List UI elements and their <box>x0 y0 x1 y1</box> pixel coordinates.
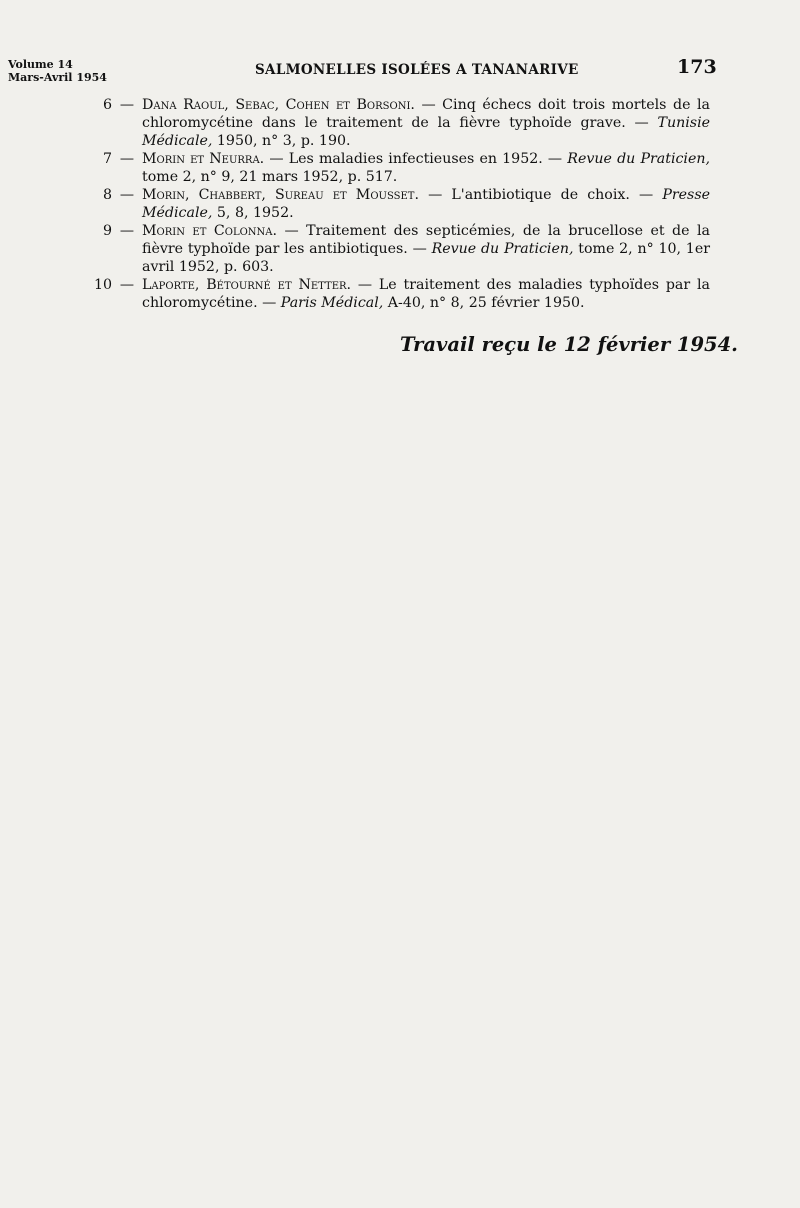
reference-details: tome 2, n° 9, 21 mars 1952, p. 517. <box>142 169 398 185</box>
reference-item <box>92 96 710 150</box>
reference-dash: — <box>119 187 135 203</box>
reference-number: 10 <box>93 277 112 293</box>
reference-journal: Revue du Praticien, <box>567 151 711 167</box>
reference-body <box>142 222 710 276</box>
page-number: 173 <box>677 56 717 78</box>
reference-dash: — <box>119 151 135 167</box>
reference-details: 5, 8, 1952. <box>216 205 294 221</box>
volume-label: Volume 14 <box>8 58 73 71</box>
reference-journal: Paris Médical, <box>280 295 384 311</box>
reference-journal: Presse Médicale, <box>142 187 710 221</box>
reference-details: A-40, n° 8, 25 février 1950. <box>387 295 585 311</box>
reference-body <box>142 150 710 186</box>
reference-number: 8 <box>102 187 112 203</box>
reference-authors: Morin, Chabbert, Sureau et Mousset. <box>142 187 419 203</box>
reference-dash: — <box>119 223 135 239</box>
reference-dash: — <box>119 97 135 113</box>
reference-title: — Traitement des septicémies, de la brucellose et de la fièvre typhoïde par les antibiotiques. — <box>142 223 710 257</box>
reference-authors: Dana Raoul, Sebac, Cohen et Borsoni. <box>142 97 415 113</box>
received-date-note: Travail reçu le 12 février 1954. <box>400 333 738 356</box>
running-header-volume <box>8 58 107 84</box>
reference-title: — L'antibiotique de choix. — <box>428 187 654 203</box>
reference-title: — Les maladies infectieuses en 1952. — <box>269 151 563 167</box>
reference-item <box>92 222 710 276</box>
reference-journal: Revue du Praticien, <box>431 241 574 257</box>
reference-item <box>92 276 710 312</box>
reference-list <box>92 96 710 312</box>
reference-number: 9 <box>102 223 112 239</box>
reference-details: 1950, n° 3, p. 190. <box>216 133 351 149</box>
reference-number: 7 <box>102 151 112 167</box>
reference-item <box>92 186 710 222</box>
reference-number: 6 <box>102 97 112 113</box>
reference-authors: Morin et Colonna. <box>142 223 278 239</box>
reference-body <box>142 186 710 222</box>
reference-title: — Le traitement des maladies typhoïdes par la chloromycétine. — <box>142 277 710 311</box>
issue-date: Mars-Avril 1954 <box>8 71 107 84</box>
reference-dash: — <box>119 277 135 293</box>
reference-body <box>142 96 710 150</box>
reference-title: — Cinq échecs doit trois mortels de la chloromycétine dans le traitement de la fièvre typhoïde grave. — <box>142 97 710 131</box>
reference-authors: Morin et Neurra. <box>142 151 265 167</box>
running-header-title: SALMONELLES ISOLÉES A TANANARIVE <box>255 62 579 78</box>
reference-item <box>92 150 710 186</box>
reference-body <box>142 276 710 312</box>
reference-authors: Laporte, Bétourné et Netter. <box>142 277 352 293</box>
reference-journal: Tunisie Médicale, <box>142 115 711 149</box>
reference-details: tome 2, n° 10, 1er avril 1952, p. 603. <box>142 241 711 275</box>
